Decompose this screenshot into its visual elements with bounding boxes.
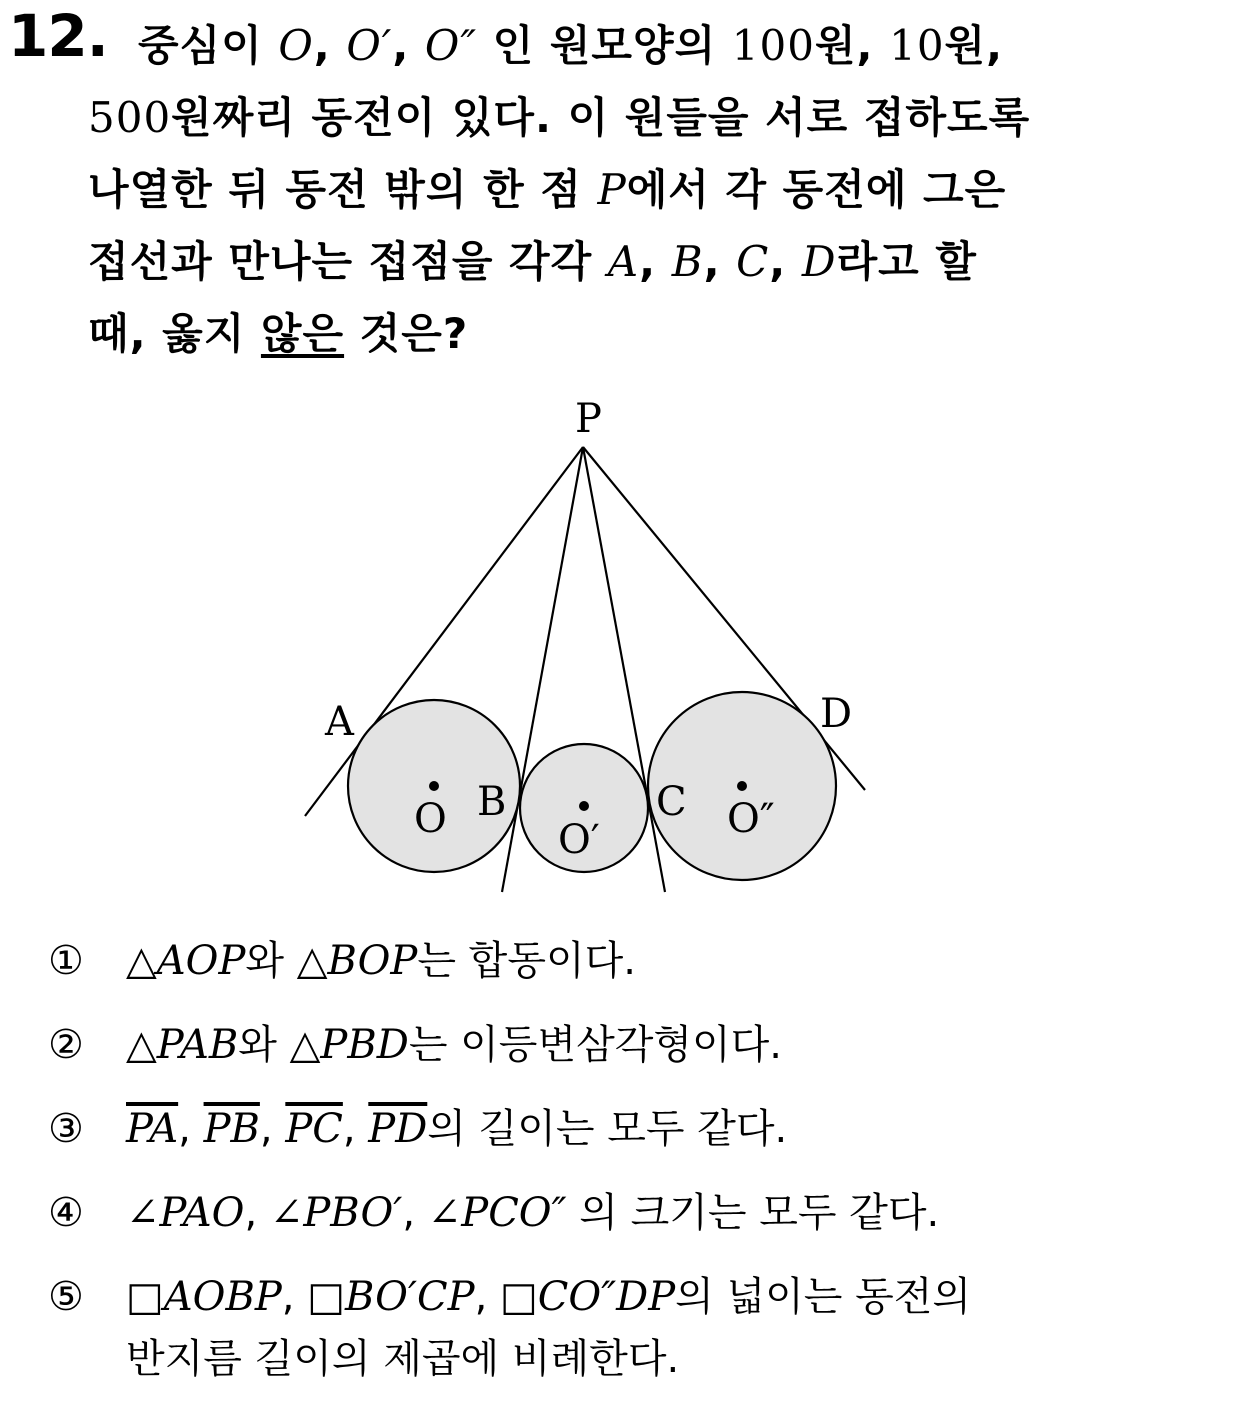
coin-10: 10 <box>889 21 945 70</box>
question-stem <box>88 10 1208 370</box>
answer-choices <box>48 930 1218 1412</box>
label-C: C <box>656 779 687 825</box>
choice-text: 의 길이는 모두 같다. <box>427 1106 788 1152</box>
choice-var: CO″DP <box>537 1274 676 1320</box>
center-dot-o-prime <box>579 801 589 811</box>
angle-symbol: ∠ <box>126 1190 160 1236</box>
stem-line-3 <box>88 154 1208 226</box>
stem-text: 원, <box>814 21 890 70</box>
stem-text: , <box>392 21 425 70</box>
choice-var: PAB <box>156 1022 239 1068</box>
choice-text: , <box>281 1274 308 1320</box>
choice-text: , <box>342 1106 369 1152</box>
choice-text: 는 합동이다. <box>417 938 636 984</box>
stem-text: , <box>703 237 737 286</box>
stem-line-1 <box>88 10 1208 82</box>
coin-500: 500 <box>88 93 172 142</box>
quadrilateral-symbol: □ <box>500 1274 538 1320</box>
var-B: B <box>671 237 704 286</box>
stem-text: 것은? <box>344 309 469 358</box>
center-dot-o <box>429 781 439 791</box>
triangle-symbol: △ <box>126 1022 157 1068</box>
label-O-prime: O′ <box>558 817 600 863</box>
choice-marker: ② <box>48 1022 84 1068</box>
stem-text: 인 원모양의 <box>477 21 732 70</box>
choice-marker: ④ <box>48 1190 84 1236</box>
choice-text: , <box>244 1190 270 1236</box>
stem-text: 나열한 뒤 동전 밖의 한 점 <box>88 165 598 214</box>
var-D: D <box>801 237 837 286</box>
choice-var: BOP <box>327 938 418 984</box>
label-O: O <box>414 796 447 842</box>
stem-text: 에서 각 동전에 그은 <box>626 165 1007 214</box>
label-D: D <box>820 691 853 737</box>
choice-1[interactable] <box>48 930 1218 992</box>
segment-pc: $\overline{PC}$ <box>285 1106 343 1152</box>
choice-2[interactable] <box>48 1014 1218 1076</box>
stem-text: 접선과 만나는 접점을 각각 <box>88 237 608 286</box>
label-B: B <box>477 779 507 825</box>
choice-var: PBO′ <box>303 1190 403 1236</box>
segment-pb: $\overline{PB}$ <box>203 1106 260 1152</box>
choice-text: 의 넓이는 동전의 <box>675 1274 972 1320</box>
coins-tangent-figure <box>290 390 890 900</box>
choice-5[interactable] <box>48 1266 1218 1390</box>
triangle-symbol: △ <box>289 1022 321 1068</box>
var-C: C <box>736 237 770 286</box>
choice-var: AOBP <box>163 1274 282 1320</box>
choice-marker: ⑤ <box>48 1274 84 1320</box>
coin-100: 100 <box>731 21 815 70</box>
quadrilateral-symbol: □ <box>307 1274 346 1320</box>
stem-text: 원짜리 동전이 있다. 이 원들을 서로 접하도록 <box>171 93 1031 142</box>
var-P: P <box>597 165 627 214</box>
stem-text: 원, <box>944 21 1004 70</box>
stem-text: 때, 옳지 <box>88 309 261 358</box>
choice-var: BO′CP <box>345 1274 475 1320</box>
label-A: A <box>325 699 354 745</box>
choice-var: PAO <box>159 1190 245 1236</box>
choice-3[interactable] <box>48 1098 1218 1160</box>
stem-text: , <box>769 237 802 286</box>
choice-var: PCO″ <box>461 1190 567 1236</box>
choice-var: PBD <box>320 1022 409 1068</box>
stem-line-4 <box>88 226 1208 298</box>
var-O: O <box>278 21 314 70</box>
quadrilateral-symbol: □ <box>126 1274 164 1320</box>
choice-text: 와 <box>245 938 297 984</box>
var-A: A <box>607 237 640 286</box>
choice-text: , <box>259 1106 286 1152</box>
choice-var: AOP <box>156 938 246 984</box>
choice-text: 는 이등변삼각형이다. <box>408 1022 783 1068</box>
question-number: 12. <box>8 2 108 70</box>
label-O-double-prime: O″ <box>727 796 775 842</box>
segment-pa: $\overline{PA}$ <box>126 1106 179 1152</box>
choice-text: 와 <box>238 1022 290 1068</box>
stem-text: , <box>313 21 347 70</box>
choice-text: , <box>474 1274 500 1320</box>
stem-text: , <box>639 237 672 286</box>
triangle-symbol: △ <box>126 938 157 984</box>
stem-text: 중심이 <box>138 21 279 70</box>
choice-marker: ① <box>48 938 84 984</box>
segment-pd: $\overline{PD}$ <box>368 1106 428 1152</box>
stem-text: 라고 할 <box>836 237 977 286</box>
choice-marker: ③ <box>48 1106 84 1152</box>
angle-symbol: ∠ <box>269 1190 304 1236</box>
choice-text: , <box>402 1190 428 1236</box>
stem-line-5 <box>88 298 1208 370</box>
choice-4[interactable] <box>48 1182 1218 1244</box>
stem-line-2 <box>88 82 1208 154</box>
choice-text-continued: 반지름 길이의 제곱에 비례한다. <box>126 1336 680 1382</box>
underlined-not: 않은 <box>260 309 345 358</box>
var-O-double-prime: O″ <box>424 21 478 70</box>
angle-symbol: ∠ <box>427 1190 462 1236</box>
center-dot-o-double-prime <box>737 781 747 791</box>
choice-text: , <box>178 1106 204 1152</box>
triangle-symbol: △ <box>296 938 328 984</box>
choice-text: 의 크기는 모두 같다. <box>566 1190 940 1236</box>
var-O-prime: O′ <box>346 21 393 70</box>
label-P: P <box>575 396 602 442</box>
